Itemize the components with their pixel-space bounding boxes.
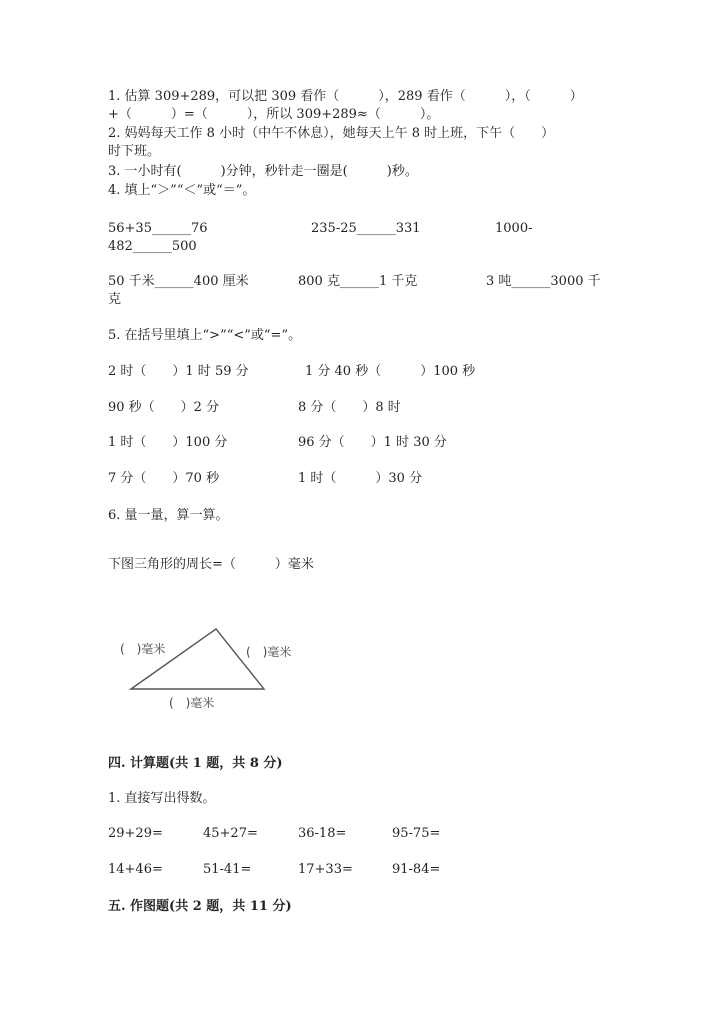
question-2-line-2: 时下班。 <box>108 144 161 159</box>
question-1-line-2: +（ ）=（ ），所以 309+289≈（ ）。 <box>108 107 440 122</box>
triangle-side-label-left: ( )毫米 <box>120 642 166 656</box>
question-3: 3. 一小时有( )分钟，秒针走一圈是( )秒。 <box>108 164 418 179</box>
calc-item: 36-18= <box>298 826 347 841</box>
calc-item: 91-84= <box>392 862 441 877</box>
compare-item: 3 吨______3000 千 <box>486 274 601 289</box>
compare-item: 7 分（ ）70 秒 <box>108 471 220 486</box>
calc-item: 45+27= <box>203 826 258 841</box>
section-4-heading: 四. 计算题(共 1 题，共 8 分) <box>108 756 283 771</box>
question-1-line-1: 1. 估算 309+289，可以把 309 看作（ ），289 看作（ ），（ ） <box>108 89 583 104</box>
question-5-title: 5. 在括号里填上“>”“<”或“=”。 <box>108 328 302 343</box>
calc-item: 95-75= <box>392 826 441 841</box>
question-6-title: 6. 量一量，算一算。 <box>108 508 229 523</box>
compare-item: 800 克______1 千克 <box>298 274 418 289</box>
section-5-heading: 五. 作图题(共 2 题，共 11 分) <box>108 899 292 914</box>
question-4-title: 4. 填上“＞”“＜”或“＝”。 <box>108 183 256 198</box>
compare-item: 克 <box>108 292 122 307</box>
calc-item: 14+46= <box>108 862 163 877</box>
compare-item: 1 时（ ）30 分 <box>298 471 423 486</box>
compare-item: 96 分（ ）1 时 30 分 <box>298 435 447 450</box>
calc-title: 1. 直接写出得数。 <box>108 791 216 806</box>
compare-item: 1000- <box>495 221 533 236</box>
triangle-side-label-right: ( )毫米 <box>246 645 292 659</box>
compare-item: 482______500 <box>108 239 197 254</box>
calc-item: 29+29= <box>108 826 163 841</box>
compare-item: 1 时（ ）100 分 <box>108 435 228 450</box>
compare-item: 90 秒（ ）2 分 <box>108 400 220 415</box>
compare-item: 2 时（ ）1 时 59 分 <box>108 364 249 379</box>
compare-item: 1 分 40 秒（ ）100 秒 <box>305 364 476 379</box>
calc-item: 17+33= <box>298 862 353 877</box>
question-2-line-1: 2. 妈妈每天工作 8 小时（中午不休息），她每天上午 8 时上班，下午（ ） <box>108 126 555 141</box>
compare-item: 50 千米______400 厘米 <box>108 274 249 289</box>
perimeter-prompt: 下图三角形的周长=（ ）毫米 <box>108 557 314 572</box>
calc-item: 51-41= <box>203 862 252 877</box>
compare-item: 235-25______331 <box>311 221 421 236</box>
compare-item: 8 分（ ）8 时 <box>298 400 401 415</box>
compare-item: 56+35______76 <box>108 221 208 236</box>
triangle-side-label-bottom: ( )毫米 <box>169 696 215 710</box>
